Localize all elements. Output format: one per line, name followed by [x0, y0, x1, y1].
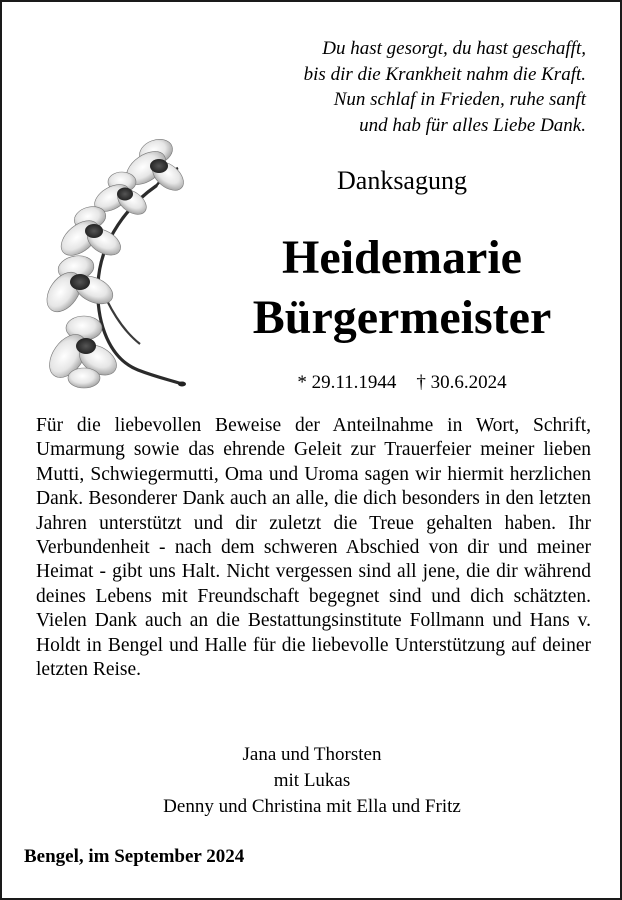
- signature-line: mit Lukas: [273, 770, 351, 791]
- first-name: Heidemarie: [282, 231, 522, 284]
- poem-line: Nun schlaf in Frieden, ruhe sanft: [333, 89, 586, 110]
- death-date: † 30.6.2024: [416, 372, 507, 393]
- birth-date: * 29.11.1944: [297, 372, 397, 393]
- signatures: [62, 742, 562, 820]
- orchid-flower-icon: [38, 134, 198, 396]
- signature-line: Denny und Christina mit Ella und Fritz: [163, 796, 461, 817]
- last-name: Bürgermeister: [252, 291, 552, 344]
- poem-line: und hab für alles Liebe Dank.: [359, 114, 586, 136]
- signature-line: Jana und Thorsten: [242, 744, 382, 765]
- deceased-name: [202, 228, 602, 348]
- heading-danksagung: Danksagung: [337, 166, 467, 195]
- thank-you-text: Für die liebevollen Beweise der Anteilnahme in Wort, Schrift, Umarmung sowie das ehrende Geleit zur Trauerfeier meiner lieben Mutti, Schwiegermutti, Oma und Uroma sagen wir hiermit herzlichen Dank. Besonderer Dank auch an alle, die dich besonders in den letzten Jahren unterstützt und dir zuletzt die Treue gehalten haben. Ihr Verbundenheit - nach dem schweren Abschied von dir und meiner Heimat - gibt uns Halt. Nicht vergessen sind all jene, die dir während deines Lebens mit Freundschaft begegnet sind und dich schätzten. Vielen Dank auch an die Bestattungsinstitute Follmann und Hans v. Holdt in Bengel und Halle für die liebevolle Unterstützung auf deiner letzten Reise.: [36, 415, 591, 681]
- life-dates: [242, 370, 562, 396]
- place-date: Bengel, im September 2024: [24, 846, 245, 867]
- poem: [166, 36, 586, 138]
- poem-line: Du hast gesorgt, du hast geschafft,: [322, 38, 586, 59]
- poem-line: bis dir die Krankheit nahm die Kraft.: [303, 63, 586, 85]
